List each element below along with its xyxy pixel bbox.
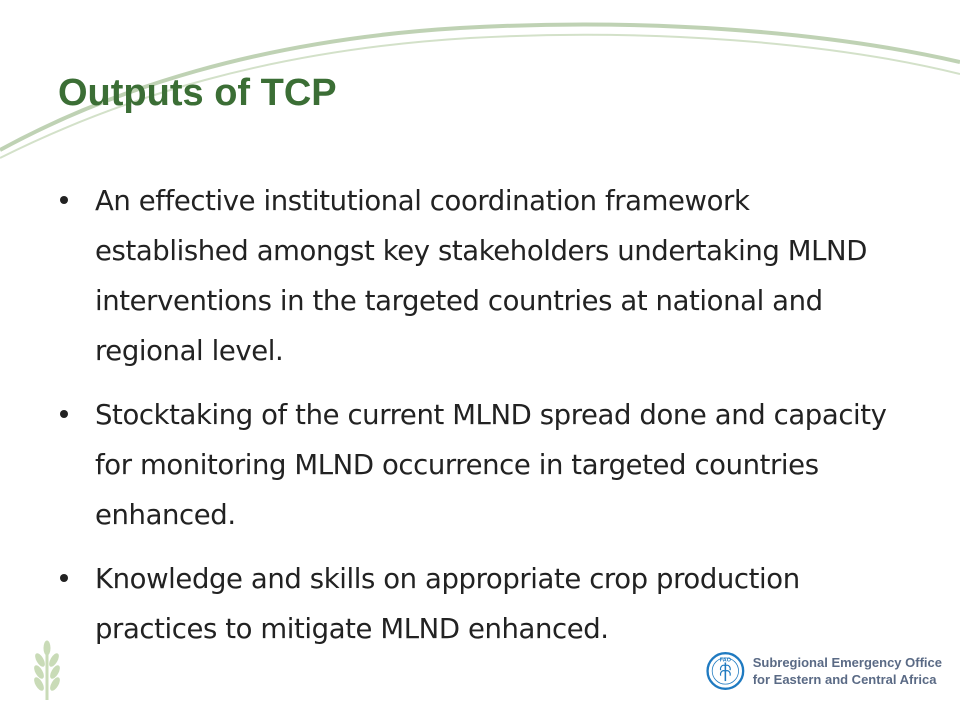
bullet-dot	[60, 574, 68, 582]
org-name	[753, 654, 942, 688]
bullet-item	[60, 390, 910, 540]
org-name-line1: Subregional Emergency Office	[752, 655, 942, 670]
bullet-text: Knowledge and skills on appropriate crop production practices to mitigate MLND enhanced.	[95, 563, 800, 645]
bullet-list	[60, 176, 910, 668]
wheat-icon	[28, 640, 66, 702]
fao-emblem-letters: FAO	[719, 657, 731, 664]
bullet-item	[60, 554, 910, 654]
org-name-line2: for Eastern and Central Africa	[752, 672, 937, 687]
bullet-text: Stocktaking of the current MLND spread done and capacity for monitoring MLND occurrence in targeted countries enhanced.	[95, 399, 887, 531]
bullet-item	[60, 176, 910, 376]
bullet-text: An effective institutional coordination framework established amongst key stakeholders undertaking MLND interventions in the targeted countries at national and regional level.	[95, 185, 868, 367]
fao-emblem-icon	[706, 646, 745, 696]
footer-organization	[706, 645, 942, 697]
bullet-dot	[60, 196, 68, 204]
slide-title: Outputs of TCP	[58, 72, 337, 114]
bullet-dot	[60, 410, 68, 418]
